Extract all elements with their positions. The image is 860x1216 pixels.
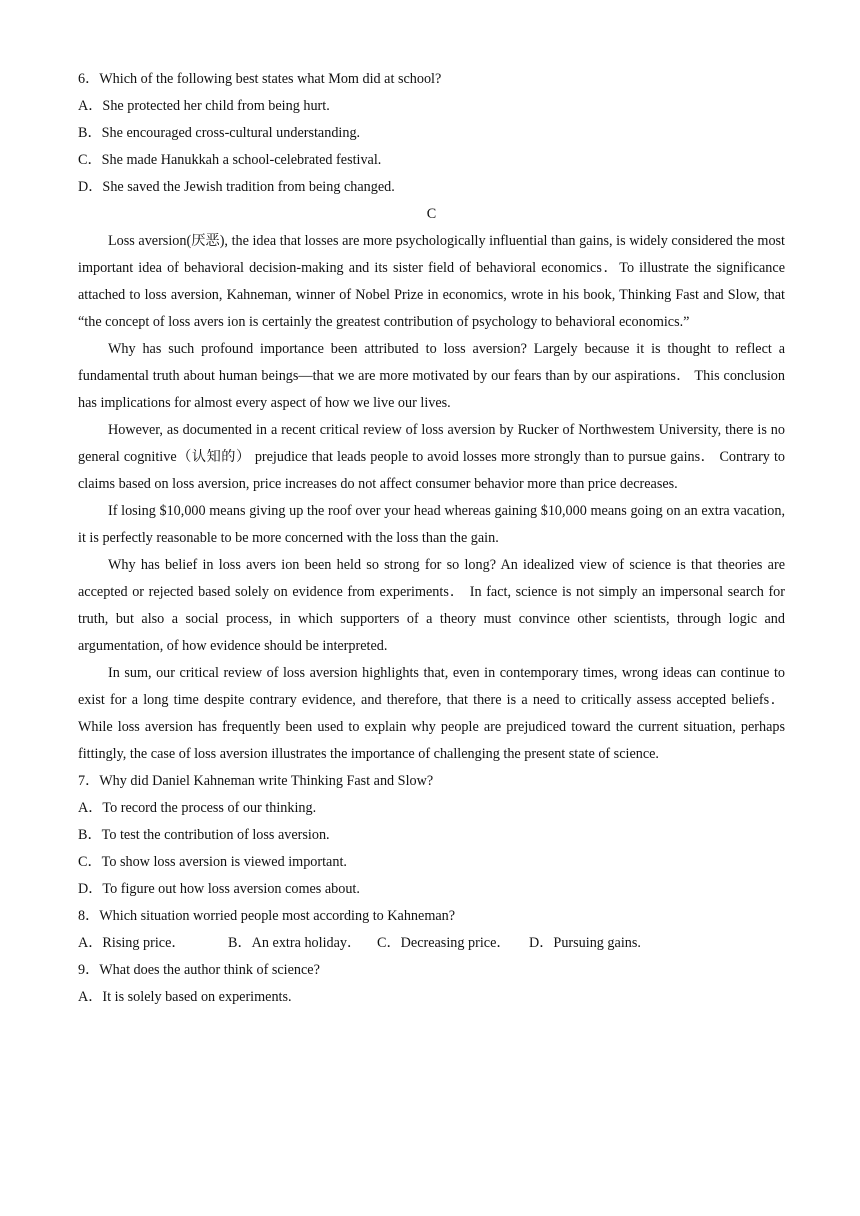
question-7-option-d: D．To figure out how loss aversion comes about.: [78, 881, 360, 897]
question-6-option-d: D．She saved the Jewish tradition from being changed.: [78, 179, 395, 195]
passage-paragraph-2: Why has such profound importance been attributed to loss aversion? Largely because it is thought to reflect a fundamental truth about human beings—that we are more motivated by our fears than by our aspirations． This conclusion has implications for almost every aspect of how we live our lives.: [78, 341, 785, 411]
question-6-option-a: A．She protected her child from being hurt.: [78, 98, 330, 114]
question-8-option-c: C．Decreasing price．: [377, 935, 511, 951]
passage-paragraph-1: Loss aversion(厌恶), the idea that losses are more psychologically influential than gains, is widely considered the most important idea of behavioral decision-making and its sister field of behavioral economics．To illustrate the significance attached to loss aversion, Kahneman, winner of Nobel Prize in economics, wrote in his book, Thinking Fast and Slow, that “the concept of loss avers ion is certainly the greatest contribution of psychology to behavioral economics.”: [78, 233, 785, 330]
passage-paragraph-6: In sum, our critical review of loss aversion highlights that, even in contemporary times, wrong ideas can continue to exist for a long time despite contrary evidence, and therefore, that there is a need to critically assess accepted beliefs． While loss aversion has frequently been used to explain why people are prejudiced toward the current situation, perhaps fittingly, the case of loss aversion illustrates the importance of challenging the present state of science.: [78, 665, 785, 762]
question-8-stem: 8．Which situation worried people most according to Kahneman?: [78, 908, 456, 924]
question-7-option-b: B．To test the contribution of loss aversion.: [78, 827, 330, 843]
question-6-option-b: B．She encouraged cross-cultural understanding.: [78, 125, 361, 141]
question-7-option-c: C．To show loss aversion is viewed important.: [78, 854, 347, 870]
question-8-option-a: A．Rising price．: [78, 935, 186, 951]
passage-paragraph-4: If losing $10,000 means giving up the roof over your head whereas gaining $10,000 means going on an extra vacation, it is perfectly reasonable to be more concerned with the loss than the gain.: [78, 503, 785, 546]
question-8-options: [78, 930, 785, 957]
question-6-stem: 6．Which of the following best states what Mom did at school?: [78, 71, 442, 87]
question-9-stem: 9．What does the author think of science?: [78, 962, 320, 978]
question-7-option-a: A．To record the process of our thinking.: [78, 800, 317, 816]
passage-label: C: [426, 206, 437, 222]
question-7-stem: 7．Why did Daniel Kahneman write Thinking Fast and Slow?: [78, 773, 434, 789]
question-8-option-d: D．Pursuing gains.: [529, 935, 641, 951]
question-9-option-a: A．It is solely based on experiments.: [78, 989, 292, 1005]
question-8-option-b: B．An extra holiday．: [228, 935, 362, 951]
passage-paragraph-5: Why has belief in loss avers ion been held so strong for so long? An idealized view of science is that theories are accepted or rejected based solely on evidence from experiments． In fact, science is not simply an impersonal search for truth, but also a social process, in which supporters of a theory must convince other scientists, through logic and argumentation, of how evidence should be interpreted.: [78, 557, 785, 654]
document-page: [78, 66, 785, 1011]
question-6-option-c: C．She made Hanukkah a school-celebrated festival.: [78, 152, 382, 168]
passage-paragraph-3: However, as documented in a recent critical review of loss aversion by Rucker of Northwestem University, there is no general cognitive（认知的） prejudice that leads people to avoid losses more strongly than to pursue gains． Contrary to claims based on loss aversion, price increases do not affect consumer behavior more than price decreases.: [78, 422, 785, 492]
